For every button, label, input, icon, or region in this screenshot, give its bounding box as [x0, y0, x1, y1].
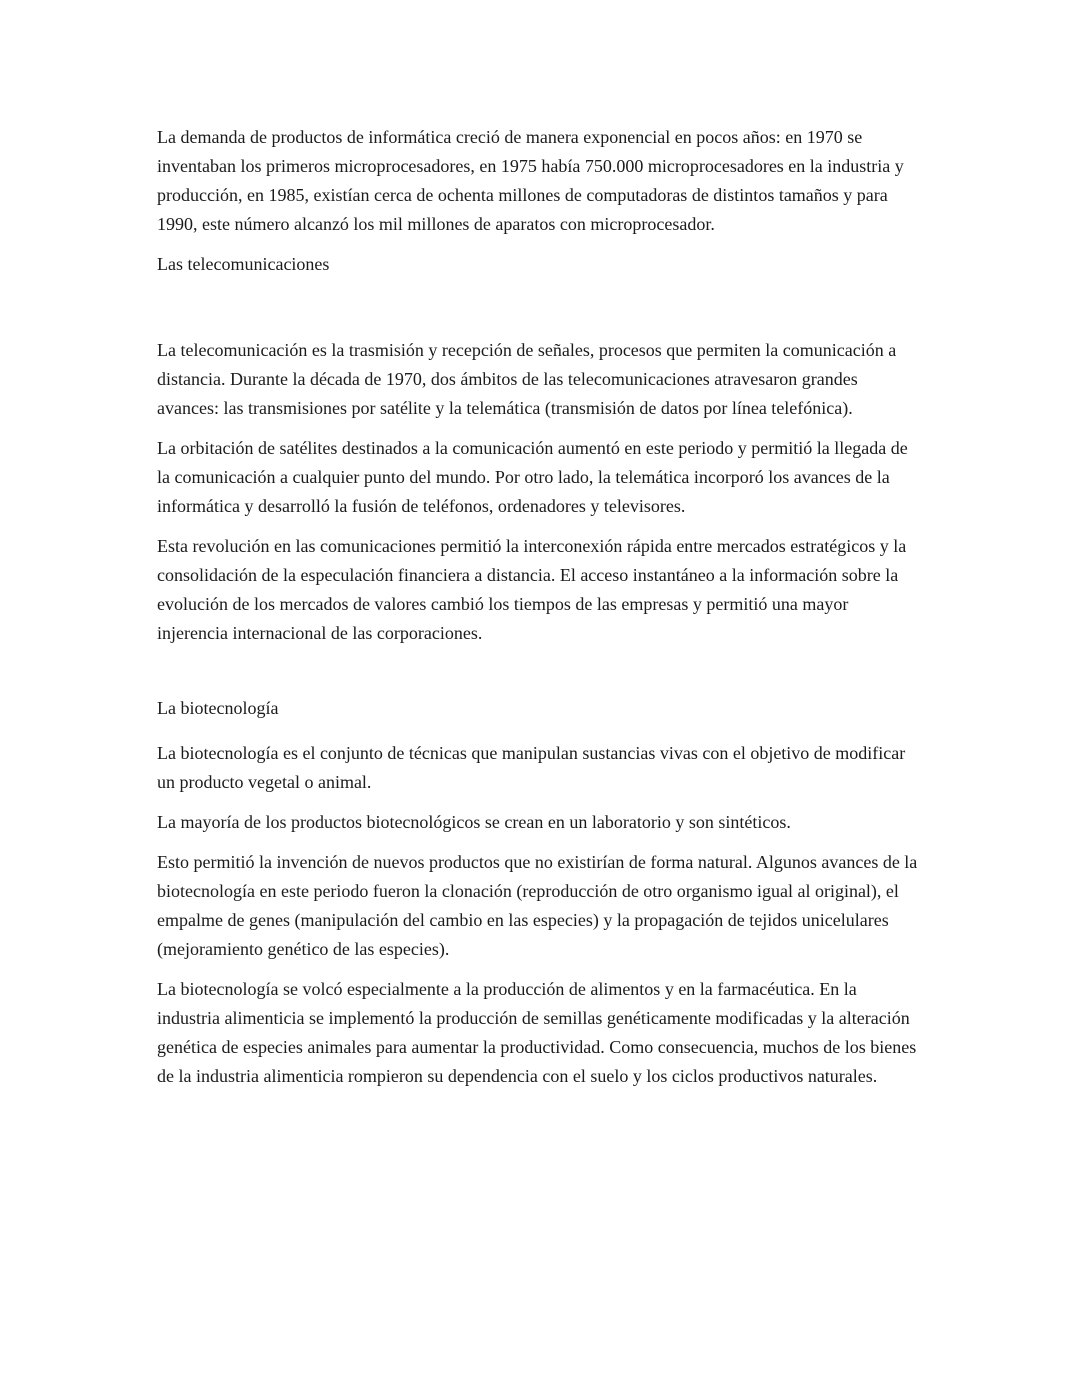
document-text-block [157, 123, 919, 1102]
paragraph-biotecnologia-definition: La biotecnología es el conjunto de técnicas que manipulan sustancias vivas con el objetivo de modificar un producto vegetal o animal. [157, 743, 906, 792]
paragraph-productos-sinteticos: La mayoría de los productos biotecnológicos se crean en un laboratorio y son sintéticos. [157, 812, 791, 832]
paragraph-revolucion-comunicaciones: Esta revolución en las comunicaciones permitió la interconexión rápida entre mercados estratégicos y la consolidación de la especulación financiera a distancia. El acceso instantáneo a la información sobre la evolución de los mercados de valores cambió los tiempos de las empresas y permitió una mayor injerencia internacional de las corporaciones. [157, 536, 907, 643]
paragraph-telecomunicacion-definition: La telecomunicación es la trasmisión y recepción de señales, procesos que permiten la comunicación a distancia. Durante la década de 1970, dos ámbitos de las telecomunicaciones atravesaron grandes avances: las transmisiones por satélite y la telemática (transmisión de datos por línea telefónica). [157, 340, 897, 418]
paragraph-orbitacion-satelites: La orbitación de satélites destinados a la comunicación aumentó en este periodo y permitió la llegada de la comunicación a cualquier punto del mundo. Por otro lado, la telemática incorporó los avances de la informática y desarrolló la fusión de teléfonos, ordenadores y televisores. [157, 438, 908, 516]
section-heading-biotecnologia: La biotecnología [157, 698, 279, 718]
section-heading-telecomunicaciones: Las telecomunicaciones [157, 254, 330, 274]
paragraph-invencion-nuevos-productos: Esto permitió la invención de nuevos productos que no existirían de forma natural. Algunos avances de la biotecnología en este periodo fueron la clonación (reproducción de otro organismo igual al original), el empalme de genes (manipulación del cambio en las especies) y la propagación de tejidos unicelulares (mejoramiento genético de las especies). [157, 852, 918, 959]
paragraph-produccion-alimentos-farmaceutica: La biotecnología se volcó especialmente a la producción de alimentos y en la farmacéutica. En la industria alimenticia se implementó la producción de semillas genéticamente modificadas y la alteración genética de especies animales para aumentar la productividad. Como consecuencia, muchos de los bienes de la industria alimenticia rompieron su dependencia con el suelo y los ciclos productivos naturales. [157, 979, 917, 1086]
paragraph-informatica-demand: La demanda de productos de informática creció de manera exponencial en pocos años: en 1970 se inventaban los primeros microprocesadores, en 1975 había 750.000 microprocesadores en la industria y producción, en 1985, existían cerca de ochenta millones de computadoras de distintos tamaños y para 1990, este número alcanzó los mil millones de aparatos con microprocesador. [157, 127, 904, 234]
